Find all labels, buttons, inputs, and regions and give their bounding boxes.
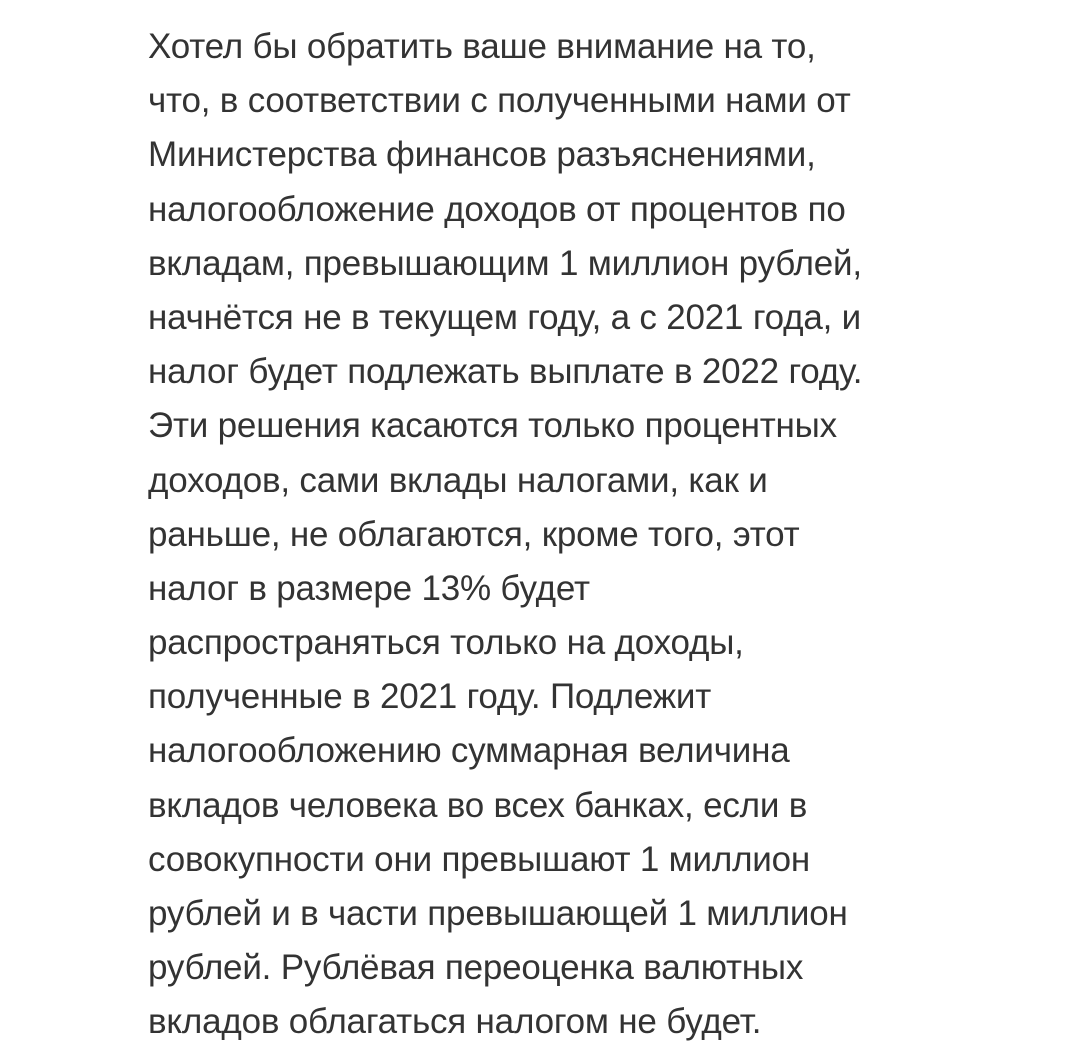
text-line: что, в соответствии с полученными нами от: [148, 81, 851, 121]
text-line: вкладов человека во всех банках, если в: [148, 785, 808, 825]
text-line: вкладов облагаться налогом не будет.: [148, 1002, 762, 1042]
text-line: совокупности они превышают 1 миллион: [148, 839, 811, 879]
text-line: полученные в 2021 году. Подлежит: [148, 677, 712, 717]
text-line: начнётся не в текущем году, а с 2021 года, и: [148, 297, 862, 337]
text-line: Хотел бы обратить ваше внимание на то,: [148, 27, 816, 66]
text-line: вкладам, превышающим 1 миллион рублей,: [148, 243, 862, 283]
text-line: раньше, не облагаются, кроме того, этот: [148, 514, 800, 554]
text-line: налог будет подлежать выплате в 2022 году.: [148, 352, 863, 392]
text-line: рублей. Рублёвая переоценка валютных: [148, 948, 804, 988]
text-line: Министерства финансов разъяснениями,: [148, 135, 816, 175]
text-line: налогообложение доходов от процентов по: [148, 189, 846, 229]
text-line: налог в размере 13% будет: [148, 568, 590, 608]
text-line: налогообложению суммарная величина: [148, 731, 790, 771]
document-body: [148, 20, 1048, 1050]
text-line: рублей и в части превышающей 1 миллион: [148, 894, 848, 933]
text-line: распространяться только на доходы,: [148, 623, 744, 663]
text-line: Эти решения касаются только процентных: [148, 406, 837, 446]
text-line: доходов, сами вклады налогами, как и: [148, 460, 768, 500]
